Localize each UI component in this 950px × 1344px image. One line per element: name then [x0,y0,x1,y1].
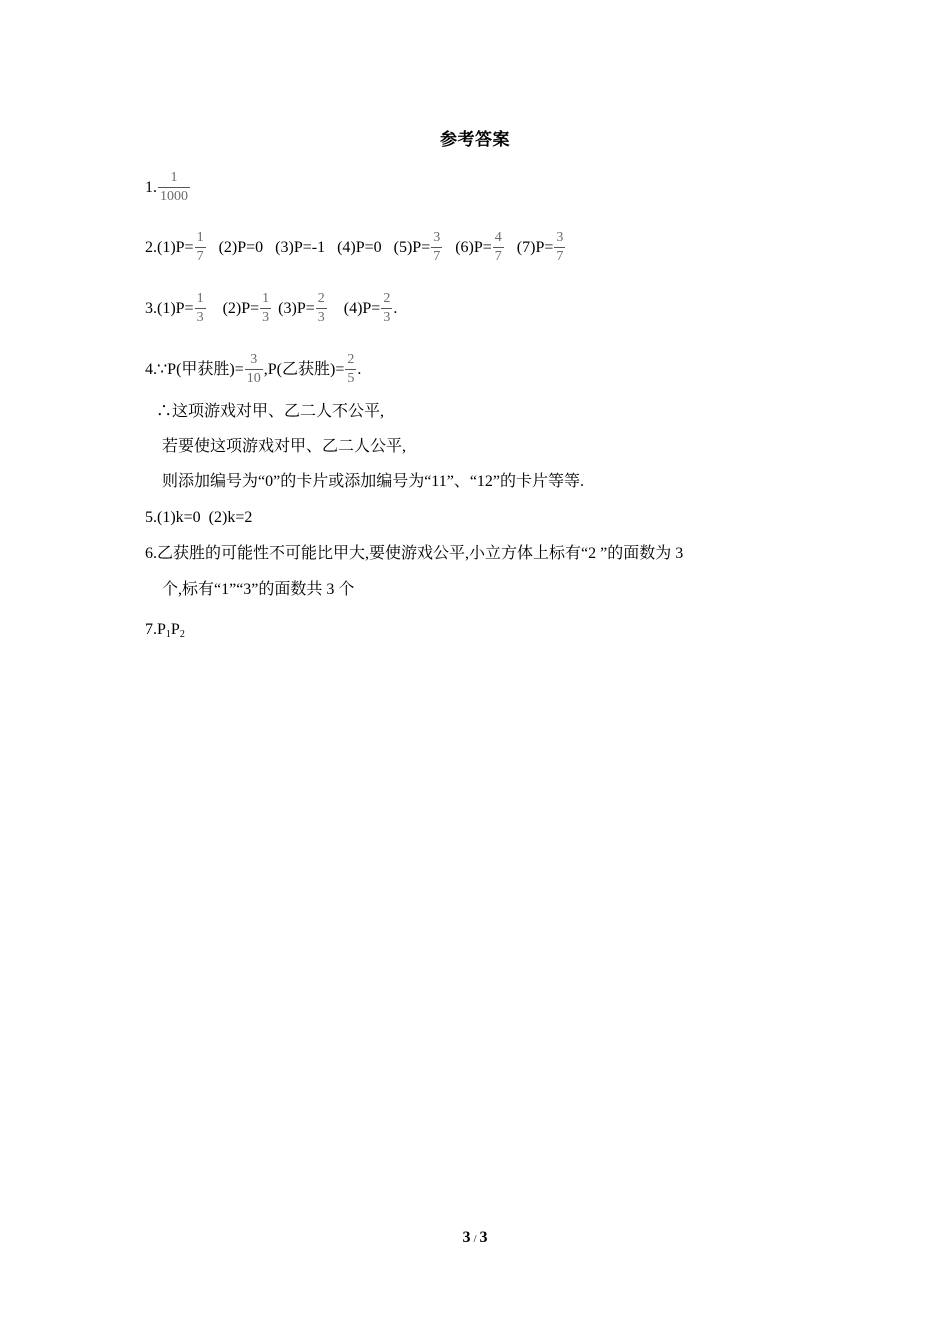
page-title: 参考答案 [440,130,510,149]
fraction: $\frac{1}{3}$ [262,291,270,325]
answer-5: 5.(1)k=0 (2)k=2 [145,509,253,526]
answer-2-label: 2. [145,239,157,257]
fraction: $\frac{2}{3}$ [383,291,391,325]
answer-6-line-2: 个,标有“1”“3”的面数共 3 个 [162,581,355,598]
answer-1-label: 1. [145,179,157,197]
answer-4-label: 4.∵P(甲获胜)= [145,361,244,379]
answer-7: $7.P_1P_2$ [145,621,185,640]
fraction: $\frac{1}{1000}$ [160,170,188,204]
answer-4-condition: 若要使这项游戏对甲、乙二人公平, [162,438,407,455]
answer-1 [145,170,191,207]
fraction: $\frac{3}{7}$ [556,230,564,264]
page-separator: / [473,1233,477,1245]
fraction: $\frac{1}{3}$ [196,291,204,325]
fraction: $\frac{3}{7}$ [433,230,441,264]
fraction: $\frac{2}{5}$ [347,352,355,386]
fraction: $\frac{4}{7}$ [494,230,502,264]
answer-4-conclusion: ∴这项游戏对甲、乙二人不公平, [156,403,385,420]
fraction: $\frac{3}{10}$ [246,352,261,386]
fraction: $\frac{1}{7}$ [196,230,204,264]
answer-4-solution: 则添加编号为“0”的卡片或添加编号为“11”、“12”的卡片等等. [162,473,585,490]
answer-3-label: 3. [145,300,157,318]
answer-4: 4.∵P(甲获胜)= $\frac{3}{10}$ ,P(乙获胜)= $\frac{2}{5}$ . [145,352,362,386]
answer-2: 2.(1)P= $\frac{1}{7}$ (2)P=0 (3)P=-1 (4)P=0 (5)P= $\frac{3}{7}$ (6)P= $\frac{4}{7}$ (7)P= $\frac{3}{7}$ [145,230,564,264]
fraction: $\frac{2}{3}$ [317,291,325,325]
total-pages: 3 [479,1229,488,1246]
page-number [0,1229,950,1247]
answer-6-line-1: 6.乙获胜的可能性不可能比甲大,要使游戏公平,小立方体上标有“2 ”的面数为 3 [145,545,684,562]
answer-3: 3.(1)P= $\frac{1}{3}$ (2)P= $\frac{1}{3}$ (3)P= $\frac{2}{3}$ (4)P= $\frac{2}{3}$ . [145,291,398,325]
current-page: 3 [462,1229,471,1246]
